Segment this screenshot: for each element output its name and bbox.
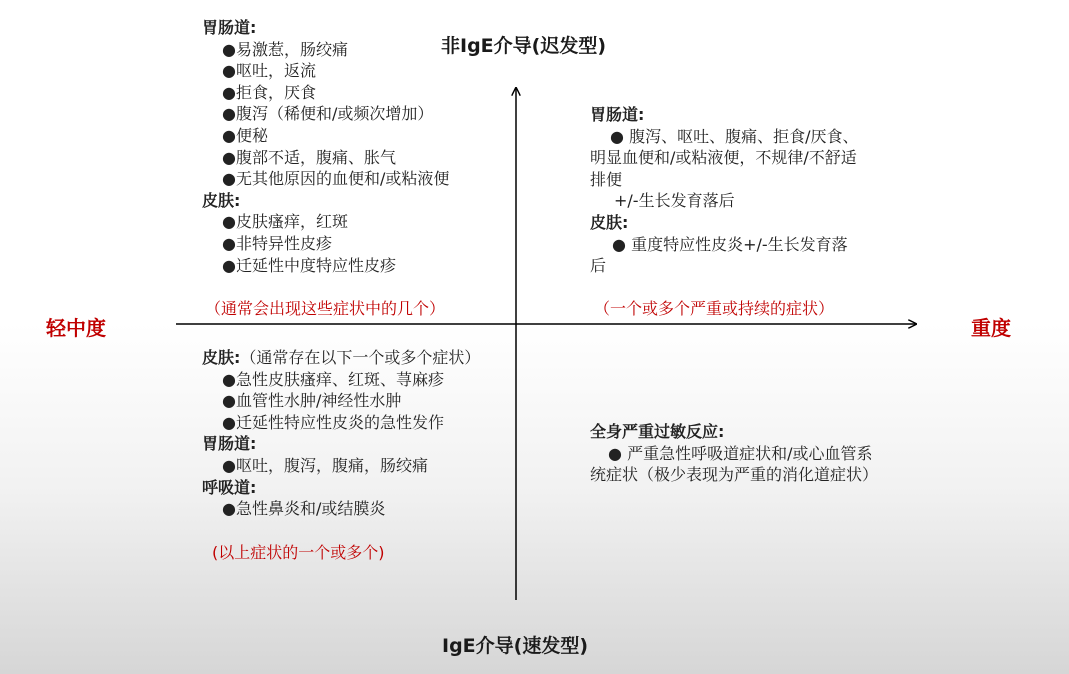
list-item: ●血管性水肿/神经性水肿 [222, 391, 402, 411]
list-item: ●腹泻（稀便和/或频次增加） [222, 104, 434, 124]
list-item: ●急性皮肤瘙痒、红斑、荨麻疹 [222, 369, 445, 389]
quadrant-bottom-right [590, 421, 880, 486]
list-item: ●便秘 [222, 125, 269, 145]
axis-bottom-title: IgE介导(速发型) [442, 635, 589, 657]
tr-skin-text: ● 重度特应性皮炎+/-生长发育落后 [590, 234, 848, 276]
br-heading: 全身严重过敏反应: [590, 422, 725, 441]
bl-note: (以上症状的一个或多个) [212, 543, 385, 562]
quadrant-bottom-left [202, 347, 480, 520]
tl-skin-heading: 皮肤: [202, 190, 241, 210]
list-item: ●皮肤瘙痒，红斑 [222, 212, 349, 232]
list-item: ●迁延性中度特应性皮疹 [222, 255, 397, 275]
axis-right-title: 重度 [971, 316, 1011, 340]
list-item: ●迁延性特应性皮炎的急性发作 [222, 412, 445, 432]
quadrant-top-right [590, 104, 862, 277]
list-item: ●腹部不适，腹痛、胀气 [222, 147, 397, 167]
tr-note: （一个或多个严重或持续的症状） [594, 299, 835, 318]
tl-note: （通常会出现这些症状中的几个） [205, 299, 446, 318]
tr-gi-growth: +/-生长发育落后 [614, 191, 735, 211]
bl-skin-heading: 皮肤: [202, 348, 241, 367]
list-item: ●呕吐，返流 [222, 61, 317, 81]
list-item: ●拒食，厌食 [222, 82, 317, 102]
tr-gi-text: ● 腹泻、呕吐、腹痛、拒食/厌食、明显血便和/或粘液便，不规律/不舒适排便 [590, 126, 859, 189]
quadrant-top-left [202, 17, 449, 276]
axis-left-title: 轻中度 [46, 316, 106, 340]
axis-top-title: 非IgE介导(迟发型) [441, 35, 607, 57]
list-item: ●呕吐，腹泻，腹痛，肠绞痛 [222, 455, 429, 475]
list-item: ●无其他原因的血便和/或粘液便 [222, 169, 450, 189]
tr-gi-heading: 胃肠道: [590, 105, 645, 124]
bl-gi-heading: 胃肠道: [202, 434, 257, 454]
br-text: ● 严重急性呼吸道症状和/或心血管系统症状（极少表现为严重的消化道症状） [590, 443, 879, 485]
tr-skin-heading: 皮肤: [590, 212, 629, 232]
list-item: ●非特异性皮疹 [222, 233, 333, 253]
list-item: ●易激惹，肠绞痛 [222, 39, 349, 59]
bl-skin-note: （通常存在以下一个或多个症状） [240, 348, 481, 367]
list-item: ●急性鼻炎和/或结膜炎 [222, 499, 386, 519]
bl-resp-heading: 呼吸道: [202, 477, 257, 497]
tl-gi-heading: 胃肠道: [202, 18, 257, 37]
